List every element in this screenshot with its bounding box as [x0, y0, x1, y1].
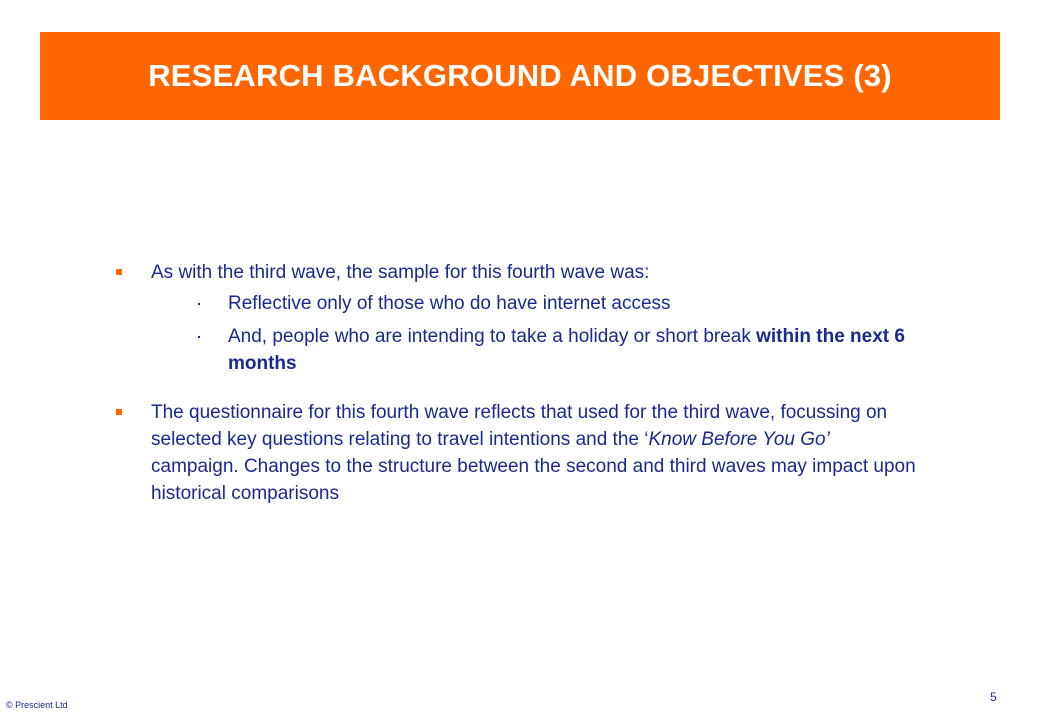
slide-content [116, 259, 916, 507]
sub-bullet-text: Reflective only of those who do have internet access [228, 293, 671, 314]
bullet-text-part2: campaign. Changes to the structure between the second and third waves may impact upon historical comparisons [151, 456, 916, 504]
bullet-item [116, 399, 916, 507]
dot-bullet-icon [198, 336, 200, 338]
bullet-text-part1: The questionnaire for this fourth wave reflects that used for the third wave, focussing on selected key questions relating to travel intentions and the ‘ [151, 402, 888, 450]
sub-bullet-text: And, people who are intending to take a holiday or short break [228, 326, 757, 347]
square-bullet-icon [116, 409, 122, 415]
bullet-item [116, 259, 916, 377]
sub-bullet-list [151, 290, 916, 377]
title-bar [40, 32, 1000, 120]
campaign-name: Know Before You Go’ [648, 429, 830, 450]
bullet-text: As with the third wave, the sample for this fourth wave was: [151, 262, 650, 283]
dot-bullet-icon [198, 303, 200, 305]
page-number: 5 [990, 690, 997, 704]
square-bullet-icon [116, 269, 122, 275]
slide-title: RESEARCH BACKGROUND AND OBJECTIVES (3) [148, 58, 892, 93]
sub-bullet-bold-text: within the next 6 months [228, 326, 905, 374]
sub-bullet-item [192, 323, 916, 377]
copyright-footer: © Prescient Ltd [6, 700, 68, 710]
sub-bullet-item [192, 290, 916, 317]
